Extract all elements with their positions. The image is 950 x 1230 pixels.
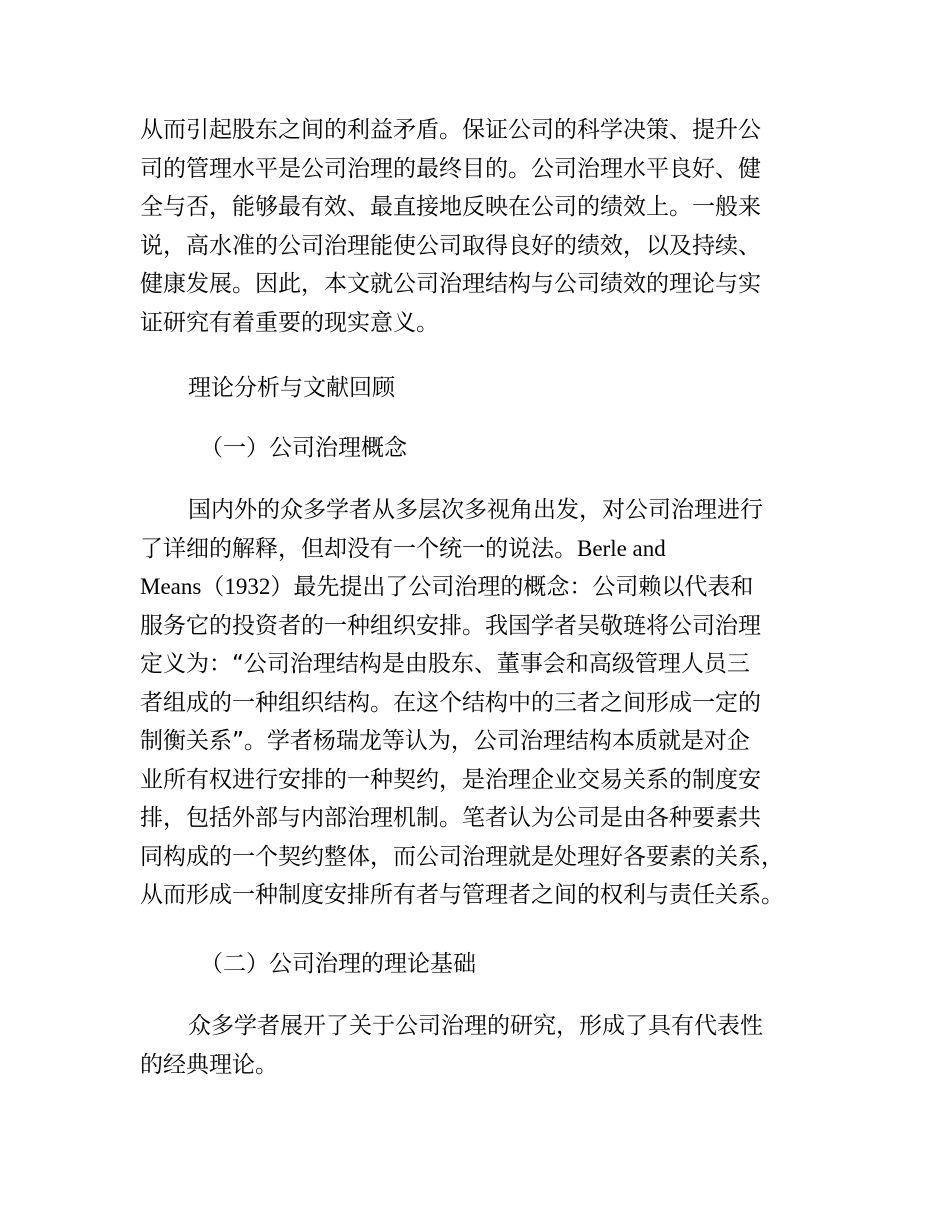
paragraph-governance-concept: [140, 491, 830, 915]
paragraph-theory-basis: [140, 1007, 830, 1084]
paragraph-line: 定义为：“公司治理结构是由股东、董事会和高级管理人员三: [140, 651, 750, 677]
paragraph-line: Means（1932）最先提出了公司治理的概念：公司赖以代表和: [140, 574, 754, 600]
paragraph-line: 者组成的一种组织结构。在这个结构中的三者之间形成一定的: [140, 689, 761, 716]
paragraph-line: 从而引起股东之间的利益矛盾。保证公司的科学决策、提升公: [140, 117, 761, 143]
paragraph-line: 司的管理水平是公司治理的最终目的。公司治理水平良好、健: [140, 155, 761, 182]
paragraph-line: 排，包括外部与内部治理机制。笔者认为公司是由各种要素共: [140, 805, 761, 831]
paragraph-line: 说，高水准的公司治理能使公司取得良好的绩效，以及持续、: [140, 232, 761, 259]
paragraph-line: 制衡关系”。学者杨瑞龙等认为，公司治理结构本质就是对企: [140, 728, 750, 754]
paragraph-line: 健康发展。因此，本文就公司治理结构与公司绩效的理论与实: [140, 271, 761, 297]
paragraph-line: 了详细的解释，但却没有一个统一的说法。Berle and: [140, 535, 666, 562]
subsection-heading-2: （二）公司治理的理论基础: [200, 951, 476, 977]
paragraph-line: 从而形成一种制度安排所有者与管理者之间的权利与责任关系。: [140, 882, 784, 908]
paragraph-line: 业所有权进行安排的一种契约，是治理企业交易关系的制度安: [140, 766, 761, 793]
paragraph-line: 服务它的投资者的一种组织安排。我国学者吴敬琏将公司治理: [140, 612, 761, 639]
paragraph-line: 证研究有着重要的现实意义。: [140, 309, 439, 336]
subsection-heading-1: （一）公司治理概念: [200, 435, 407, 461]
paragraph-line: 国内外的众多学者从多层次多视角出发，对公司治理进行: [188, 497, 763, 523]
paragraph-line: 全与否，能够最有效、最直接地反映在公司的绩效上。一般来: [140, 194, 761, 220]
paragraph-line: 同构成的一个契约整体，而公司治理就是处理好各要素的关系，: [140, 843, 784, 870]
paragraph-line: 众多学者展开了关于公司治理的研究，形成了具有代表性: [188, 1013, 763, 1039]
section-heading: 理论分析与文献回顾: [188, 375, 395, 401]
paragraph-line: 的经典理论。: [140, 1051, 278, 1078]
paragraph-intro: [140, 111, 830, 342]
